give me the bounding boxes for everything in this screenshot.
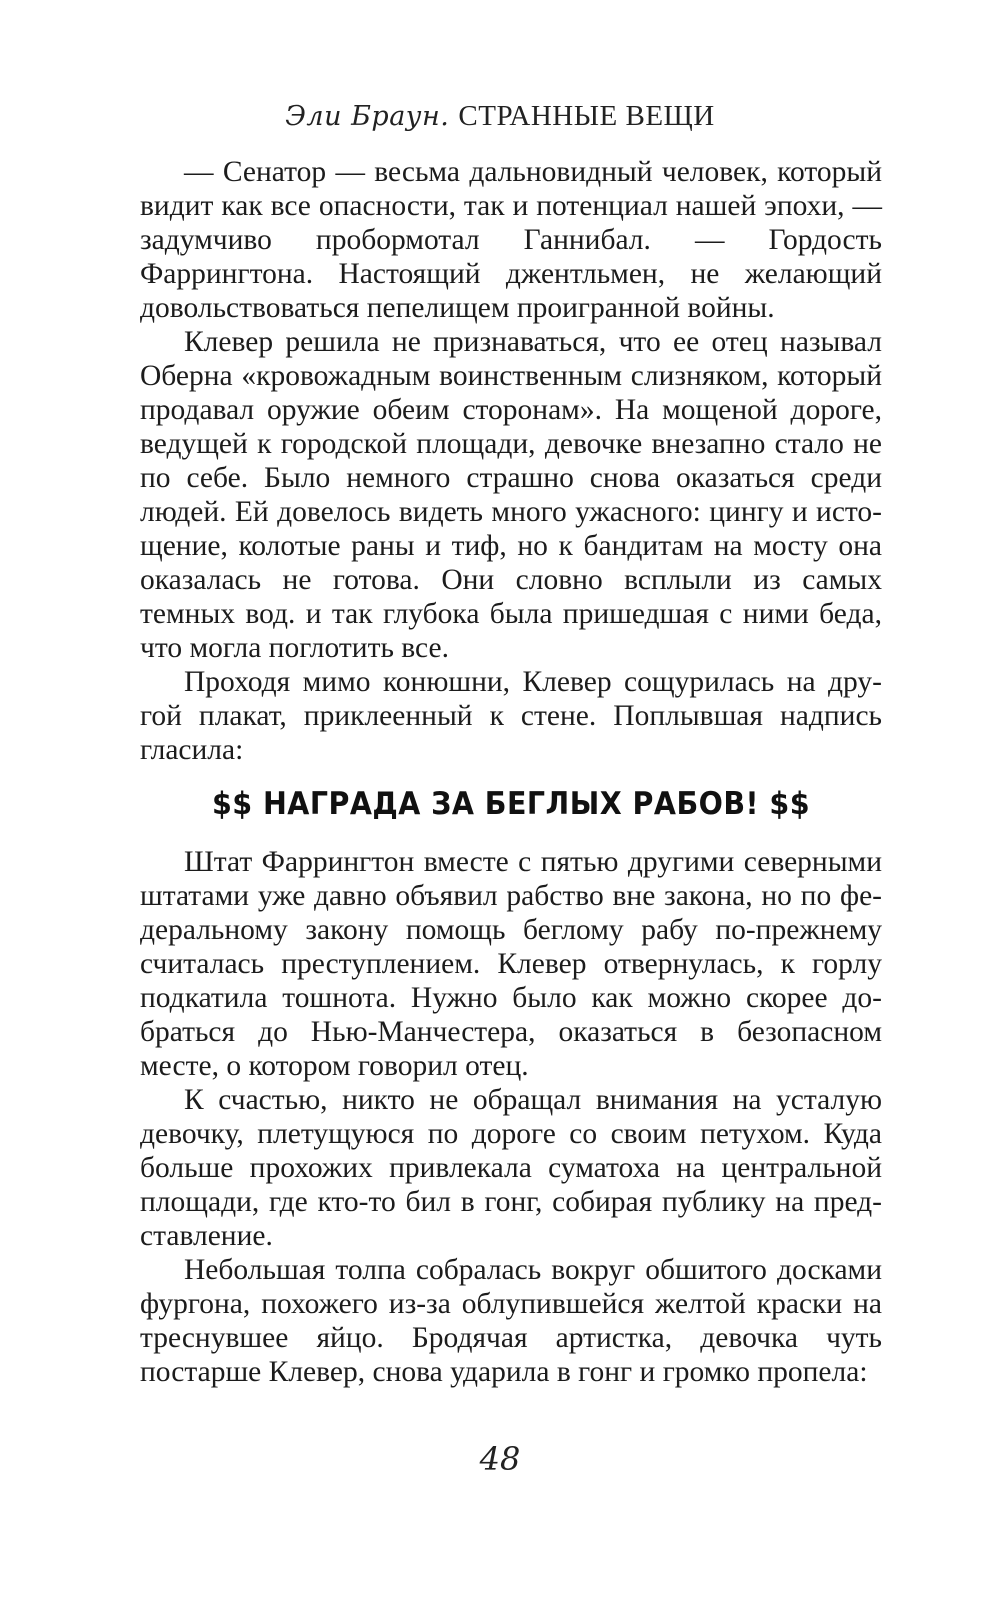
paragraph-4: Штат Фаррингтон вместе с пятью другими северными штатами уже давно объявил рабство вне закона, но по федеральному закону помощь беглому рабу по-прежнему считалась преступлением. Клевер отвернулась, к горлу подкатила тошнота. Нужно было как можно скорее добраться до Нью-Манчестера, оказаться в безопасном месте, о котором говорил отец. <box>140 846 882 1082</box>
page-number: 48 <box>479 1440 521 1478</box>
header-title: СТРАННЫЕ ВЕЩИ <box>458 100 715 132</box>
paragraph-1: — Сенатор — весьма дальновидный человек, который видит как все опасности, так и потенциал нашей эпохи, — задумчиво пробормотал Ганнибал. — Гордость Фаррингтона. Настоящий джентльмен, не желающий довольствоваться пепелищем проигранной войны. <box>140 156 882 324</box>
paragraph-3: Проходя мимо конюшни, Клевер сощурилась на другой плакат, приклеенный к стене. Поплывшая надпись гласила: <box>140 666 882 766</box>
header-author: Эли Браун. <box>285 101 450 132</box>
running-header <box>0 100 1000 133</box>
body-text <box>140 155 882 1389</box>
paragraph-2: Клевер решила не признаваться, что ее отец называл Оберна «кровожадным воинственным слизняком, который продавал оружие обеим сторонам». На мощеной дороге, ведущей к городской площади, девочке внезапно стало не по себе. Было немного страшно снова оказаться среди людей. Ей довелось видеть много ужасного: цингу и истощение, колотые раны и тиф, но к бандитам на мосту она оказалась не готова. Они словно всплыли из самых темных вод. и так глубока была пришедшая с ними беда, что могла поглотить все. <box>140 326 882 664</box>
poster-text: $$ НАГРАДА ЗА БЕГЛЫХ РАБОВ! $$ <box>211 786 811 822</box>
paragraph-6: Небольшая толпа собралась вокруг обшитого досками фургона, похожего из-за облупившейся желтой краски на треснувшее яйцо. Бродячая артистка, девочка чуть постарше Клевер, снова ударила в гонг и громко пропела: <box>140 1254 882 1388</box>
paragraph-5: К счастью, никто не обращал внимания на усталую девочку, плетущуюся по дороге со своим петухом. Куда больше прохожих привлекала суматоха на центральной площади, где кто-то бил в гонг, собирая публику на представление. <box>140 1084 882 1252</box>
